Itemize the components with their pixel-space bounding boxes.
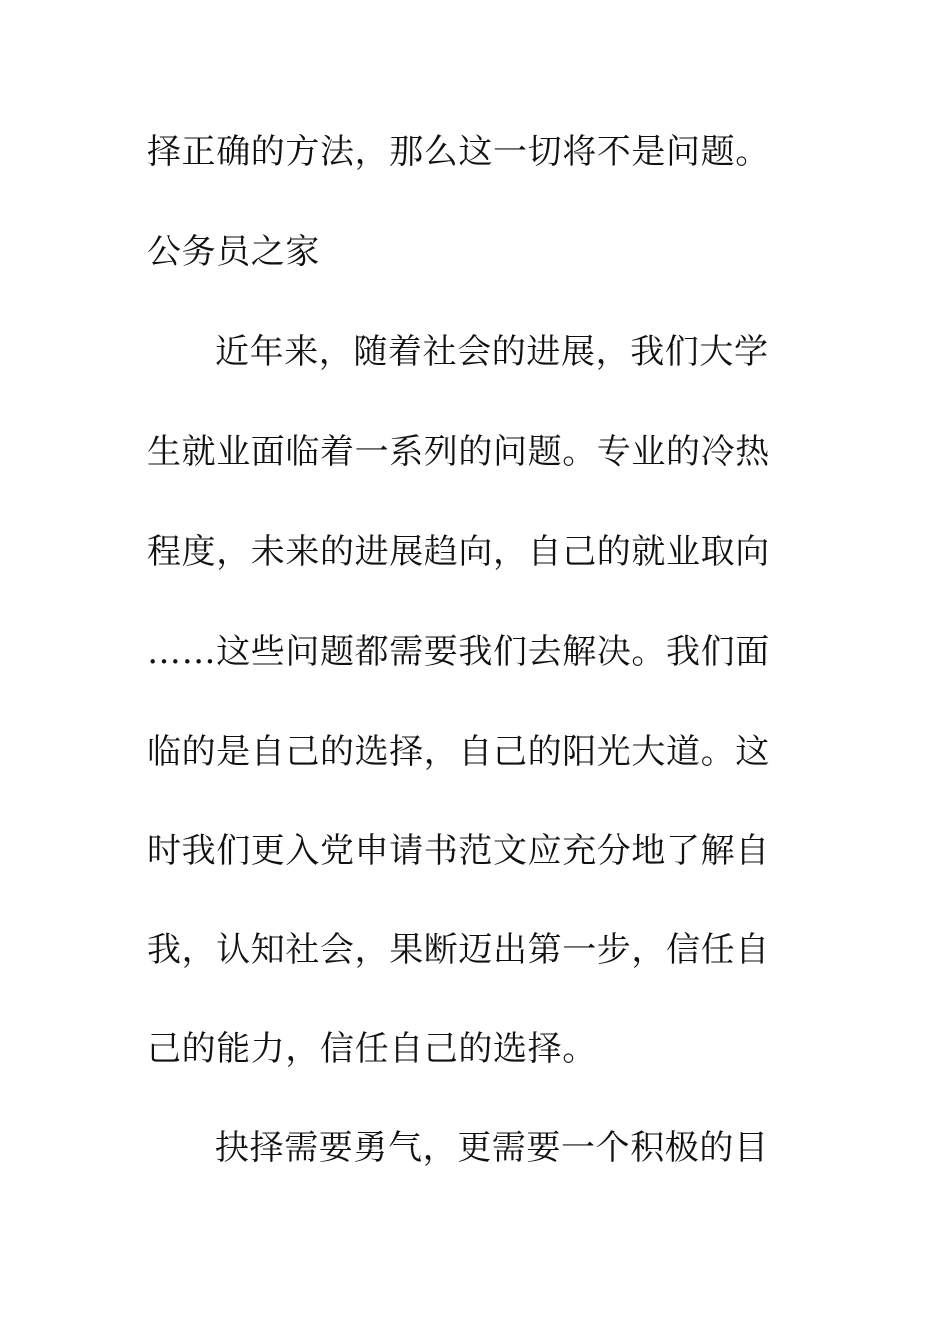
text-line-3: 近年来，随着社会的进展，我们大学	[215, 332, 769, 372]
text-line-2: 公务员之家	[147, 232, 320, 272]
text-line-4: 生就业面临着一系列的问题。专业的冷热	[147, 432, 770, 472]
text-line-10: 己的能力，信任自己的选择。	[147, 1029, 597, 1069]
text-line-8: 时我们更入党申请书范文应充分地了解自	[147, 831, 770, 871]
text-line-7: 临的是自己的选择，自己的阳光大道。这	[147, 732, 770, 772]
text-line-6: ……这些问题都需要我们去解决。我们面	[147, 632, 770, 672]
text-line-1: 择正确的方法，那么这一切将不是问题。	[147, 132, 770, 172]
text-line-9: 我，认知社会，果断迈出第一步，信任自	[147, 930, 770, 970]
text-line-5: 程度，未来的进展趋向，自己的就业取向	[147, 532, 770, 572]
text-line-11: 抉择需要勇气，更需要一个积极的目	[215, 1128, 769, 1168]
